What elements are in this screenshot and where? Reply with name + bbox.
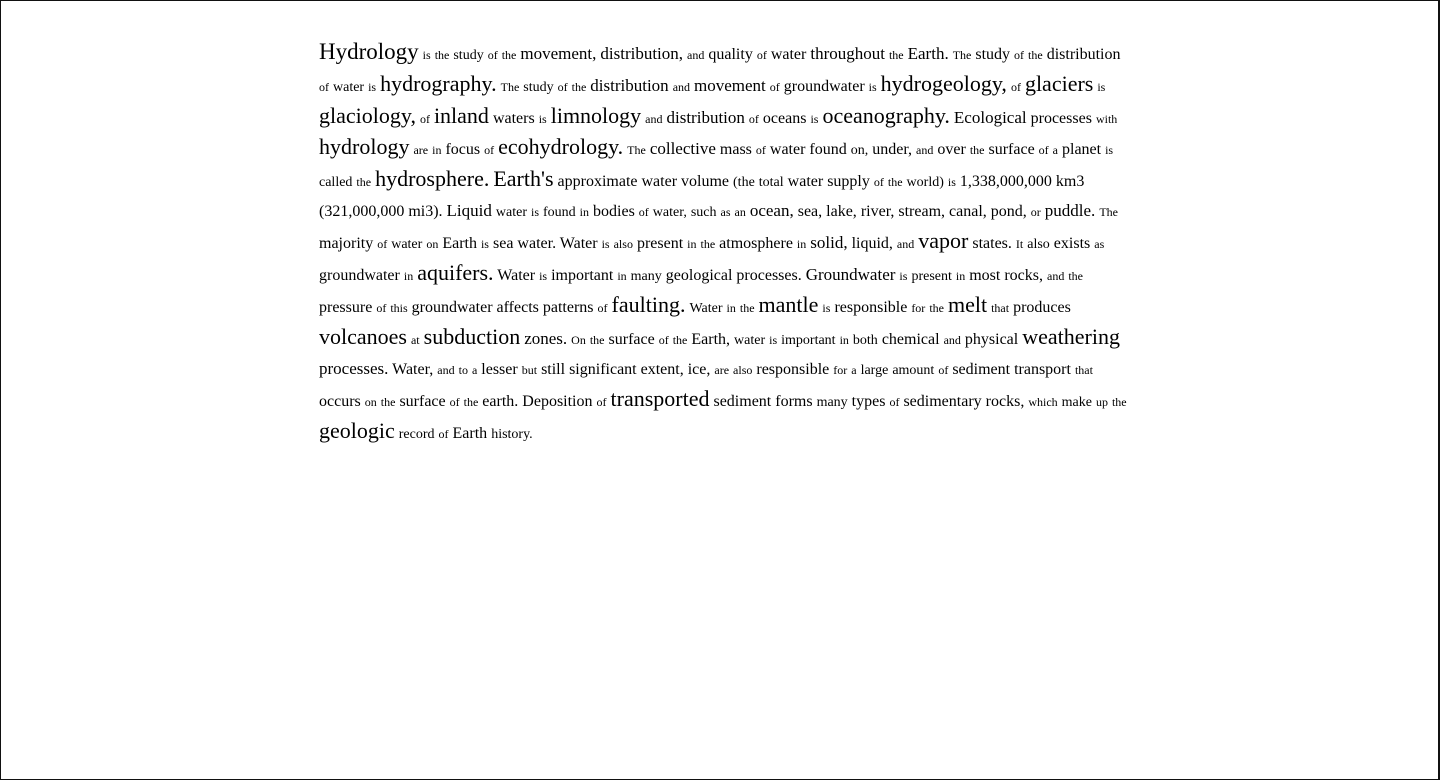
paragraph-word: surface bbox=[399, 393, 446, 410]
paragraph-word: lake, bbox=[826, 203, 857, 220]
paragraph-word: is bbox=[601, 237, 610, 251]
paragraph-word: surface bbox=[988, 141, 1035, 158]
paragraph-word: processes bbox=[1030, 110, 1092, 127]
paragraph-word: water bbox=[495, 205, 527, 220]
paragraph-word: distribution bbox=[1046, 46, 1121, 63]
paragraph-word: of bbox=[748, 112, 759, 126]
paragraph-word: history. bbox=[491, 427, 533, 442]
paragraph-word: in bbox=[796, 237, 807, 251]
paragraph-word: zones. bbox=[524, 329, 568, 348]
paragraph-word: focus bbox=[445, 141, 481, 158]
paragraph-word: is bbox=[480, 237, 489, 251]
paragraph-word: important bbox=[781, 333, 836, 348]
tag-cloud-paragraph bbox=[319, 38, 1131, 449]
paragraph-word: on bbox=[364, 395, 377, 409]
paragraph-word: or bbox=[1030, 205, 1041, 219]
paragraph-word: groundwater bbox=[411, 299, 493, 316]
paragraph-word: and bbox=[943, 333, 961, 347]
paragraph-word: sediment bbox=[713, 393, 772, 410]
paragraph-word: Earth, bbox=[691, 331, 731, 348]
paragraph-word: processes. bbox=[319, 359, 389, 378]
paragraph-word: that bbox=[991, 301, 1010, 315]
paragraph-word: groundwater bbox=[783, 78, 865, 95]
paragraph-word: hydrogeology, bbox=[880, 71, 1007, 96]
paragraph-word: the bbox=[571, 80, 587, 94]
paragraph-word: of bbox=[484, 143, 495, 157]
paragraph-word: in bbox=[617, 269, 627, 283]
paragraph-word: significant bbox=[569, 361, 637, 378]
paragraph-word: geologic bbox=[319, 418, 395, 443]
paragraph-word: vapor bbox=[918, 228, 969, 253]
paragraph-word: of bbox=[438, 427, 449, 441]
paragraph-word: mass bbox=[719, 141, 752, 158]
paragraph-word: physical bbox=[964, 331, 1019, 348]
paragraph-word: important bbox=[551, 267, 614, 284]
paragraph-word: study bbox=[523, 80, 554, 95]
paragraph-word: occurs bbox=[319, 393, 361, 410]
paragraph-word: to bbox=[458, 363, 468, 377]
paragraph-word: many bbox=[816, 395, 848, 410]
paragraph-word: water bbox=[391, 237, 423, 252]
paragraph-word: are bbox=[413, 143, 429, 157]
paragraph-word: in bbox=[432, 143, 442, 157]
paragraph-word: also bbox=[1027, 237, 1050, 252]
paragraph-word: are bbox=[714, 363, 730, 377]
paragraph-word: planet bbox=[1062, 141, 1102, 158]
paragraph-word: is bbox=[947, 175, 956, 189]
paragraph-word: is bbox=[530, 205, 539, 219]
paragraph-word: still bbox=[541, 361, 566, 378]
paragraph-word: of bbox=[938, 363, 949, 377]
paragraph-word: a bbox=[1052, 143, 1058, 157]
paragraph-word: processes. bbox=[736, 267, 802, 284]
paragraph-word: forms bbox=[775, 393, 813, 410]
paragraph-word: volume bbox=[681, 173, 730, 190]
paragraph-word: for bbox=[833, 363, 848, 377]
paragraph-word: ecohydrology. bbox=[498, 134, 624, 159]
paragraph-word: over bbox=[937, 141, 966, 158]
paragraph-word: lesser bbox=[481, 361, 518, 378]
paragraph-word: world) bbox=[906, 175, 944, 190]
paragraph-word: of bbox=[756, 48, 767, 62]
paragraph-word: but bbox=[521, 363, 538, 377]
paragraph-word: weathering bbox=[1022, 324, 1120, 349]
paragraph-word: distribution bbox=[666, 108, 745, 127]
paragraph-word: the bbox=[739, 301, 755, 315]
paragraph-word: in bbox=[403, 269, 414, 283]
paragraph-word: as bbox=[1094, 237, 1105, 251]
paragraph-word: water bbox=[770, 46, 807, 63]
paragraph-word: distribution bbox=[590, 76, 669, 95]
paragraph-word: the bbox=[1068, 269, 1083, 283]
paragraph-word: transport bbox=[1014, 361, 1071, 378]
paragraph-word: most bbox=[969, 267, 1001, 284]
paragraph-word: oceans bbox=[762, 110, 807, 127]
paragraph-word: hydrology bbox=[319, 134, 410, 159]
paragraph-word: movement, bbox=[520, 44, 597, 63]
paragraph-word: hydrography. bbox=[380, 71, 497, 96]
paragraph-word: in bbox=[839, 333, 849, 347]
paragraph-word: that bbox=[1074, 363, 1093, 377]
paragraph-word: quality bbox=[708, 46, 753, 63]
paragraph-word: the bbox=[380, 395, 396, 409]
paragraph-word: glaciology, bbox=[319, 103, 416, 128]
paragraph-word: Water, bbox=[392, 361, 434, 378]
paragraph-word: of bbox=[658, 333, 669, 347]
paragraph-word: of bbox=[319, 80, 329, 94]
paragraph-word: solid, bbox=[810, 233, 848, 252]
paragraph-word: also bbox=[613, 237, 633, 251]
paragraph-word: and bbox=[1047, 269, 1065, 283]
paragraph-word: supply bbox=[827, 173, 870, 190]
paragraph-word: the bbox=[700, 237, 716, 251]
paragraph-word: of bbox=[449, 395, 460, 409]
paragraph-word: produces bbox=[1013, 299, 1071, 316]
paragraph-word: types bbox=[851, 393, 886, 410]
paragraph-word: volcanoes bbox=[319, 324, 407, 349]
paragraph-word: of bbox=[487, 48, 498, 62]
paragraph-word: groundwater bbox=[319, 267, 400, 284]
paragraph-word: under, bbox=[872, 141, 913, 158]
paragraph-word: in bbox=[687, 237, 697, 251]
paragraph-word: responsible bbox=[834, 299, 908, 316]
paragraph-word: of bbox=[377, 237, 388, 251]
paragraph-word: sea bbox=[492, 235, 514, 252]
paragraph-word: Water bbox=[689, 301, 723, 316]
paragraph-word: Earth bbox=[442, 235, 477, 252]
paragraph-word: the bbox=[969, 143, 985, 157]
paragraph-word: The bbox=[627, 143, 646, 157]
paragraph-word: subduction bbox=[423, 324, 521, 349]
paragraph-word: pond, bbox=[990, 203, 1027, 220]
paragraph-word: both bbox=[852, 333, 878, 348]
paragraph-word: of bbox=[419, 112, 430, 126]
paragraph-word: a bbox=[471, 363, 478, 377]
paragraph-word: glaciers bbox=[1024, 71, 1094, 96]
paragraph-word: and bbox=[645, 112, 663, 126]
paragraph-word: is bbox=[422, 48, 431, 62]
paragraph-word: (the bbox=[733, 175, 755, 190]
paragraph-word: On bbox=[571, 333, 586, 347]
paragraph-word: inland bbox=[433, 103, 489, 128]
paragraph-word: km3 bbox=[1055, 173, 1085, 190]
paragraph-word: the bbox=[1028, 48, 1043, 62]
paragraph-word: and bbox=[687, 48, 705, 62]
paragraph-word: Earth. bbox=[907, 44, 949, 63]
paragraph-word: is bbox=[769, 333, 778, 347]
paragraph-word: affects bbox=[496, 299, 539, 316]
paragraph-word: is bbox=[1097, 80, 1106, 94]
paragraph-word: with bbox=[1095, 112, 1118, 126]
paragraph-word: water bbox=[734, 333, 766, 348]
paragraph-word: geological bbox=[665, 267, 733, 284]
paragraph-word: canal, bbox=[949, 203, 987, 220]
paragraph-word: large bbox=[860, 363, 889, 378]
paragraph-word: rocks, bbox=[1004, 267, 1043, 284]
paragraph-word: is bbox=[539, 269, 548, 283]
paragraph-word: the bbox=[929, 301, 944, 315]
paragraph-word: called bbox=[319, 175, 353, 190]
paragraph-word: throughout bbox=[810, 44, 885, 63]
paragraph-word: present bbox=[636, 235, 684, 252]
paragraph-word: record bbox=[398, 427, 435, 442]
paragraph-word: of bbox=[1038, 143, 1049, 157]
paragraph-word: is bbox=[810, 112, 819, 126]
paragraph-word: study bbox=[975, 46, 1011, 63]
paragraph-word: liquid, bbox=[851, 235, 893, 252]
paragraph-word: water bbox=[787, 173, 824, 190]
paragraph-word: of bbox=[557, 80, 568, 94]
paragraph-word: states. bbox=[972, 235, 1012, 252]
paragraph-word: many bbox=[630, 269, 662, 284]
paragraph-word: Earth's bbox=[493, 166, 554, 191]
paragraph-word: water bbox=[641, 173, 678, 190]
paragraph-word: Groundwater bbox=[805, 265, 896, 284]
paragraph-word: faulting. bbox=[611, 292, 686, 317]
paragraph-word: and bbox=[916, 143, 934, 157]
paragraph-word: majority bbox=[319, 235, 374, 252]
paragraph-word: amount bbox=[892, 363, 935, 378]
paragraph-word: is bbox=[868, 80, 877, 94]
paragraph-word: the bbox=[356, 175, 372, 189]
paragraph-word: chemical bbox=[881, 331, 940, 348]
paragraph-word: the bbox=[672, 333, 688, 347]
paragraph-word: earth. bbox=[482, 393, 519, 410]
paragraph-word: present bbox=[911, 269, 952, 284]
paragraph-word: on, bbox=[850, 143, 869, 158]
paragraph-word: sea, bbox=[797, 203, 823, 220]
paragraph-word: responsible bbox=[756, 361, 830, 378]
paragraph-word: (321,000,000 bbox=[319, 203, 405, 220]
paragraph-word: transported bbox=[610, 386, 710, 411]
paragraph-word: study bbox=[453, 48, 484, 63]
paragraph-word: of bbox=[596, 395, 607, 409]
paragraph-word: The bbox=[1099, 205, 1118, 219]
paragraph-word: of bbox=[597, 301, 608, 315]
paragraph-word: of bbox=[638, 205, 649, 219]
paragraph-word: collective bbox=[649, 139, 716, 158]
paragraph-word: of bbox=[755, 143, 766, 157]
paragraph-word: waters bbox=[492, 110, 535, 127]
paragraph-word: and bbox=[896, 237, 915, 251]
paragraph-word: ice, bbox=[687, 361, 711, 378]
paragraph-word: aquifers. bbox=[417, 260, 494, 285]
paragraph-word: Earth bbox=[452, 425, 488, 442]
paragraph-word: is bbox=[368, 80, 377, 94]
paragraph-word: an bbox=[734, 205, 746, 219]
paragraph-word: make bbox=[1061, 395, 1092, 410]
paragraph-word: puddle. bbox=[1044, 201, 1096, 220]
paragraph-word: of bbox=[873, 175, 884, 189]
paragraph-word: mi3). bbox=[408, 203, 443, 220]
paragraph-word: of bbox=[376, 301, 387, 315]
paragraph-word: Water bbox=[497, 267, 536, 284]
paragraph-word: which bbox=[1028, 395, 1058, 409]
paragraph-word: sediment bbox=[952, 361, 1011, 378]
paragraph-word: such bbox=[690, 205, 717, 220]
paragraph-word: Hydrology bbox=[319, 39, 419, 64]
paragraph-word: on bbox=[426, 237, 439, 251]
paragraph-word: melt bbox=[947, 292, 988, 317]
paragraph-word: ocean, bbox=[749, 201, 794, 220]
paragraph-word: found bbox=[809, 141, 847, 158]
paragraph-word: also bbox=[733, 363, 753, 377]
paragraph-word: atmosphere bbox=[719, 235, 793, 252]
paragraph-word: river, bbox=[860, 203, 895, 220]
paragraph-word: exists bbox=[1053, 235, 1091, 252]
paragraph-word: is bbox=[899, 269, 908, 283]
paragraph-word: pressure bbox=[319, 299, 373, 316]
paragraph-word: this bbox=[390, 301, 408, 315]
paragraph-word: 1,338,000,000 bbox=[959, 173, 1052, 190]
paragraph-word: water bbox=[769, 141, 806, 158]
paragraph-word: rocks, bbox=[985, 393, 1025, 410]
paragraph-word: The bbox=[500, 80, 520, 94]
paragraph-word: found bbox=[543, 205, 576, 220]
paragraph-word: the bbox=[501, 48, 517, 62]
paragraph-word: of bbox=[1014, 48, 1025, 62]
paragraph-word: water. bbox=[517, 235, 557, 252]
paragraph-word: at bbox=[410, 333, 420, 347]
paragraph-word: Water bbox=[559, 235, 598, 252]
paragraph-word: of bbox=[1010, 80, 1021, 94]
paragraph-word: surface bbox=[608, 331, 655, 348]
paragraph-word: a bbox=[851, 363, 857, 377]
paragraph-word: movement bbox=[694, 76, 766, 95]
paragraph-word: Deposition bbox=[522, 393, 593, 410]
paragraph-word: distribution, bbox=[600, 44, 684, 63]
paragraph-word: is bbox=[538, 112, 547, 126]
paragraph-word: the bbox=[434, 48, 450, 62]
paragraph-word: the bbox=[887, 175, 903, 189]
paragraph-word: mantle bbox=[758, 292, 819, 317]
paragraph-word: is bbox=[1105, 143, 1114, 157]
paragraph-word: approximate bbox=[557, 173, 638, 190]
paragraph-word: Liquid bbox=[446, 201, 492, 220]
paragraph-word: oceanography. bbox=[822, 103, 950, 128]
paragraph-word: the bbox=[589, 333, 605, 347]
paragraph-word: and bbox=[437, 363, 455, 377]
paragraph-word: water, bbox=[652, 205, 687, 220]
paragraph-word: the bbox=[1111, 395, 1127, 409]
paragraph-word: It bbox=[1015, 237, 1024, 251]
paragraph-word: and bbox=[672, 80, 691, 94]
paragraph-word: stream, bbox=[898, 203, 946, 220]
paragraph-word: total bbox=[758, 175, 784, 190]
paragraph-word: patterns bbox=[542, 299, 594, 316]
paragraph-word: up bbox=[1095, 395, 1108, 409]
paragraph-word: of bbox=[889, 395, 900, 409]
paragraph-word: hydrosphere. bbox=[375, 166, 490, 191]
paragraph-word: The bbox=[952, 48, 972, 62]
paragraph-word: bodies bbox=[593, 203, 635, 220]
paragraph-word: sedimentary bbox=[903, 393, 982, 410]
paragraph-word: for bbox=[911, 301, 926, 315]
paragraph-word: Ecological bbox=[953, 108, 1027, 127]
paragraph-word: in bbox=[579, 205, 590, 219]
paragraph-word: in bbox=[726, 301, 736, 315]
paragraph-word: in bbox=[955, 269, 966, 283]
paragraph-word: limnology bbox=[550, 103, 642, 128]
paragraph-word: extent, bbox=[640, 361, 684, 378]
paragraph-word: of bbox=[769, 80, 780, 94]
paragraph-word: the bbox=[888, 48, 904, 62]
paragraph-word: as bbox=[720, 205, 731, 219]
paragraph-word: the bbox=[463, 395, 479, 409]
paragraph-word: is bbox=[822, 301, 831, 315]
paragraph-word: water bbox=[333, 80, 365, 95]
